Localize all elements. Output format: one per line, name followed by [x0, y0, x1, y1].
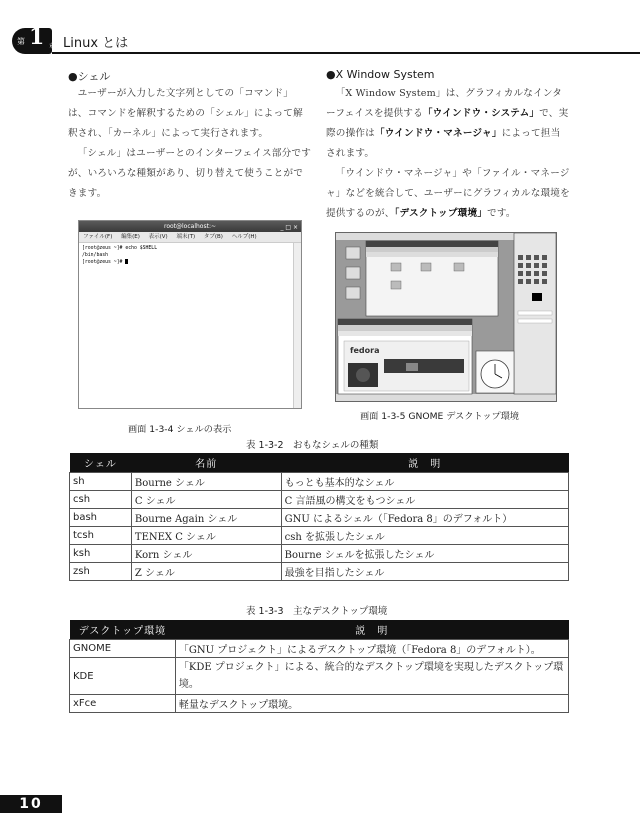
column-header: デスクトップ環境	[70, 620, 176, 640]
figure-caption-gnome: 画面 1-3-5 GNOME デスクトップ環境	[360, 411, 520, 422]
table-cell: bash	[70, 509, 132, 527]
table-cell: GNOME	[70, 640, 176, 658]
table2-title: 表 1-3-3 主なデスクトップ環境	[246, 606, 388, 617]
table-cell: tcsh	[70, 527, 132, 545]
table-cell: 「GNU プロジェクト」によるデスクトップ環境（「Fedora 8」のデフォルト）。	[175, 640, 568, 658]
terminal-output	[79, 243, 301, 268]
table-cell: Korn シェル	[131, 545, 281, 563]
table-cell: KDE	[70, 658, 176, 695]
xwindow-paragraph-2: 「ウインドウ・マネージャ」や「ファイル・マネージャ」などを統合して、ユーザーにグラフィカルな環境を提供するのが、「デスクトップ環境」です。	[326, 168, 570, 219]
column-header: 説 明	[281, 453, 568, 473]
terminal-menubar	[79, 232, 301, 243]
shell-paragraph-2: 「シェル」はユーザーとのインターフェイス部分ですが、いろいろな種類があり、切り替えて使うことができます。	[68, 148, 312, 199]
terminal-line: /bin/bash	[82, 253, 108, 258]
xwindow-paragraph-1: 「X Window System」は、グラフィカルなインターフェイスを提供する「ウインドウ・システム」で、実際の操作は「ウインドウ・マネージャ」によって担当されます。	[326, 88, 569, 159]
header-rule	[52, 52, 640, 54]
column-header: 説 明	[175, 620, 568, 640]
terminal-titlebar	[79, 221, 301, 232]
terminal-line: [root@zeus ~]# echo $SHELL	[82, 246, 158, 251]
table-cell: C シェル	[131, 491, 281, 509]
terminal-line: [root@zeus ~]#	[82, 259, 298, 266]
terminal-screenshot	[78, 220, 302, 409]
table-cell: TENEX C シェル	[131, 527, 281, 545]
table-row	[70, 658, 569, 695]
table-row	[70, 695, 569, 713]
shell-paragraph-1: ユーザーが入力した文字列としての「コマンド」は、コマンドを解釈するための「シェル」によって解釈され、「カーネル」によって実行されます。	[68, 88, 303, 139]
shell-table	[69, 453, 569, 581]
table-row	[70, 563, 569, 581]
table-cell: zsh	[70, 563, 132, 581]
table-row	[70, 509, 569, 527]
chapter-kanji-dai: 第	[17, 37, 25, 46]
table-row	[70, 473, 569, 491]
table-cell: 軽量なデスクトップ環境。	[175, 695, 568, 713]
figure-caption-shell: 画面 1-3-4 シェルの表示	[128, 424, 232, 435]
table-cell: Bourne シェルを拡張したシェル	[281, 545, 568, 563]
table-cell: Z シェル	[131, 563, 281, 581]
page-number: 10	[0, 795, 62, 813]
table-cell: csh を拡張したシェル	[281, 527, 568, 545]
cursor-icon	[125, 259, 128, 264]
fedora-logo-text: fedora	[350, 346, 380, 355]
xwindow-heading: ●X Window System	[326, 68, 435, 81]
menu-edit: 編集(E)	[121, 234, 140, 240]
column-header: 名前	[131, 453, 281, 473]
desktop-illustration	[336, 233, 556, 401]
window-controls-icon: _ □ ×	[280, 224, 298, 231]
chapter-number: 1	[29, 24, 45, 50]
table-header-row	[70, 453, 569, 473]
table-cell: GNU によるシェル（「Fedora 8」のデフォルト）	[281, 509, 568, 527]
table-cell: Bourne シェル	[131, 473, 281, 491]
desktop-table	[69, 620, 569, 713]
table-row	[70, 491, 569, 509]
chapter-title: Linux とは	[63, 36, 129, 51]
table-cell: ksh	[70, 545, 132, 563]
column-header: シェル	[70, 453, 132, 473]
menu-view: 表示(V)	[148, 234, 168, 240]
table-row	[70, 640, 569, 658]
table-header-row	[70, 620, 569, 640]
table-cell: C 言語風の構文をもつシェル	[281, 491, 568, 509]
table-cell: Bourne Again シェル	[131, 509, 281, 527]
menu-help: ヘルプ(H)	[231, 234, 257, 240]
menu-file: ファイル(F)	[83, 234, 113, 240]
table-row	[70, 527, 569, 545]
table-row	[70, 545, 569, 563]
table-cell: 「KDE プロジェクト」による、統合的なデスクトップ環境を実現したデスクトップ環境。	[175, 658, 568, 695]
table-cell: もっとも基本的なシェル	[281, 473, 568, 491]
table-cell: sh	[70, 473, 132, 491]
shell-heading: ●シェル	[68, 70, 111, 83]
table-cell: csh	[70, 491, 132, 509]
table1-title: 表 1-3-2 おもなシェルの種類	[246, 440, 379, 451]
chapter-kanji-sho: 章	[49, 43, 56, 50]
menu-terminal: 端末(T)	[176, 234, 196, 240]
gnome-desktop-screenshot	[335, 232, 557, 402]
terminal-title: root@localhost:~	[163, 223, 216, 230]
xwindow-section	[326, 84, 570, 224]
table-cell: xFce	[70, 695, 176, 713]
menu-tab: タブ(B)	[203, 234, 223, 240]
terminal-scrollbar	[293, 243, 301, 408]
table-cell: 最強を目指したシェル	[281, 563, 568, 581]
shell-section	[68, 84, 312, 204]
